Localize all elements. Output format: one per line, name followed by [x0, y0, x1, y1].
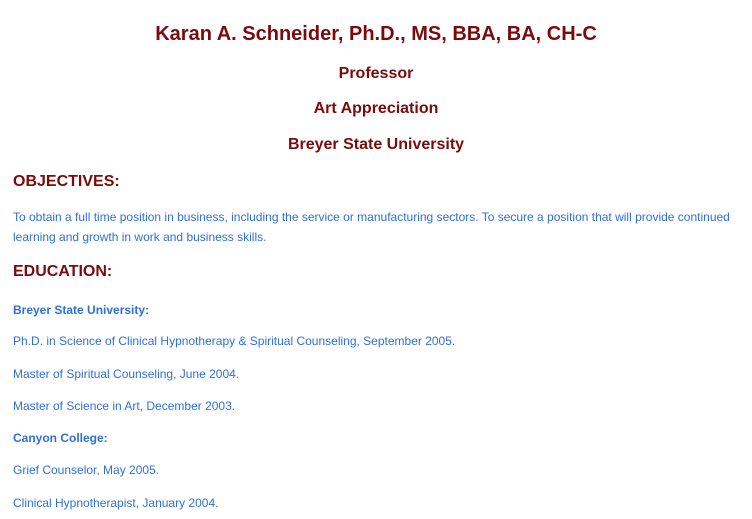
objectives-text: To obtain a full time position in business, including the service or manufacturing sectors. To secure a position that will provide continued learning and growth in work and business skills. [13, 210, 730, 244]
degree-item: Grief Counselor, May 2005. [13, 463, 160, 477]
institution-name: Breyer State University: [13, 303, 150, 317]
institution-name: Canyon College: [13, 431, 108, 445]
degree-item: Master of Spiritual Counseling, June 2004. [13, 367, 240, 381]
university: Breyer State University [287, 136, 465, 153]
degree-item: Clinical Hypnotherapist, January 2004. [13, 496, 219, 510]
department: Art Appreciation [313, 100, 439, 117]
objectives-heading: OBJECTIVES: [13, 173, 120, 190]
job-title: Professor [338, 65, 414, 82]
degree-item: Master of Science in Art, December 2003. [13, 399, 236, 413]
education-heading: EDUCATION: [13, 263, 113, 280]
degree-item: Ph.D. in Science of Clinical Hypnotherapy & Spiritual Counseling, September 2005. [13, 334, 456, 348]
resume-name: Karan A. Schneider, Ph.D., MS, BBA, BA, CH-C [155, 23, 597, 45]
